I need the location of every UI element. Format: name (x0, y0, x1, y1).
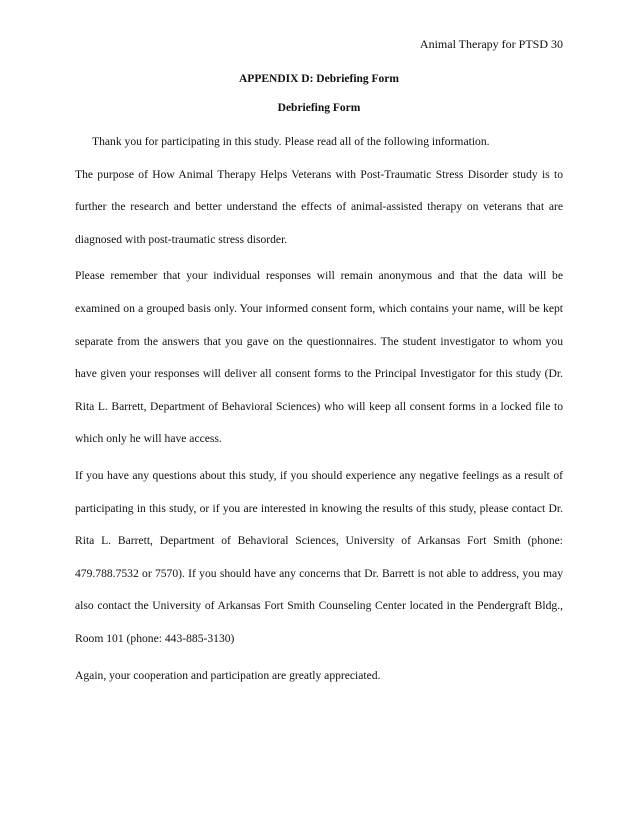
contact-paragraph: If you have any questions about this study, if you should experience any negative feelings as a result of participating in this study, or if you are interested in knowing the results of this study, please contact Dr. Rita L. Barrett, Department of Behavioral Sciences, University of Arkansas Fort Smith (phone: 479.788.7532 or 7570). If you should have any concerns that Dr. Barrett is not able to address, you may also contact the University of Arkansas Fort Smith Counseling Center located in the Pendergraft Bldg., Room 101 (phone: 443-885-3130) (75, 468, 563, 645)
anonymity-paragraph: Please remember that your individual responses will remain anonymous and that the data will be examined on a grouped basis only. Your informed consent form, which contains your name, will be kept separate from the answers that you gave on the questionnaires. The student investigator to whom you have given your responses will deliver all consent forms to the Principal Investigator for this study (Dr. Rita L. Barrett, Department of Behavioral Sciences) who will keep all consent forms in a locked file to which only he will have access. (75, 269, 563, 446)
running-head: Animal Therapy for PTSD 30 (419, 37, 563, 51)
purpose-paragraph: The purpose of How Animal Therapy Helps Veterans with Post-Traumatic Stress Disorder study is to further the research and better understand the effects of animal-assisted therapy on veterans that are diagnosed with post-traumatic stress disorder. (75, 167, 563, 246)
document-body (75, 126, 563, 692)
form-title: Debriefing Form (277, 102, 361, 114)
intro-paragraph: Thank you for participating in this study. Please read all of the following information. (92, 135, 490, 148)
appendix-title: APPENDIX D: Debriefing Form (238, 73, 399, 85)
closing-paragraph: Again, your cooperation and participation are greatly appreciated. (75, 668, 381, 682)
